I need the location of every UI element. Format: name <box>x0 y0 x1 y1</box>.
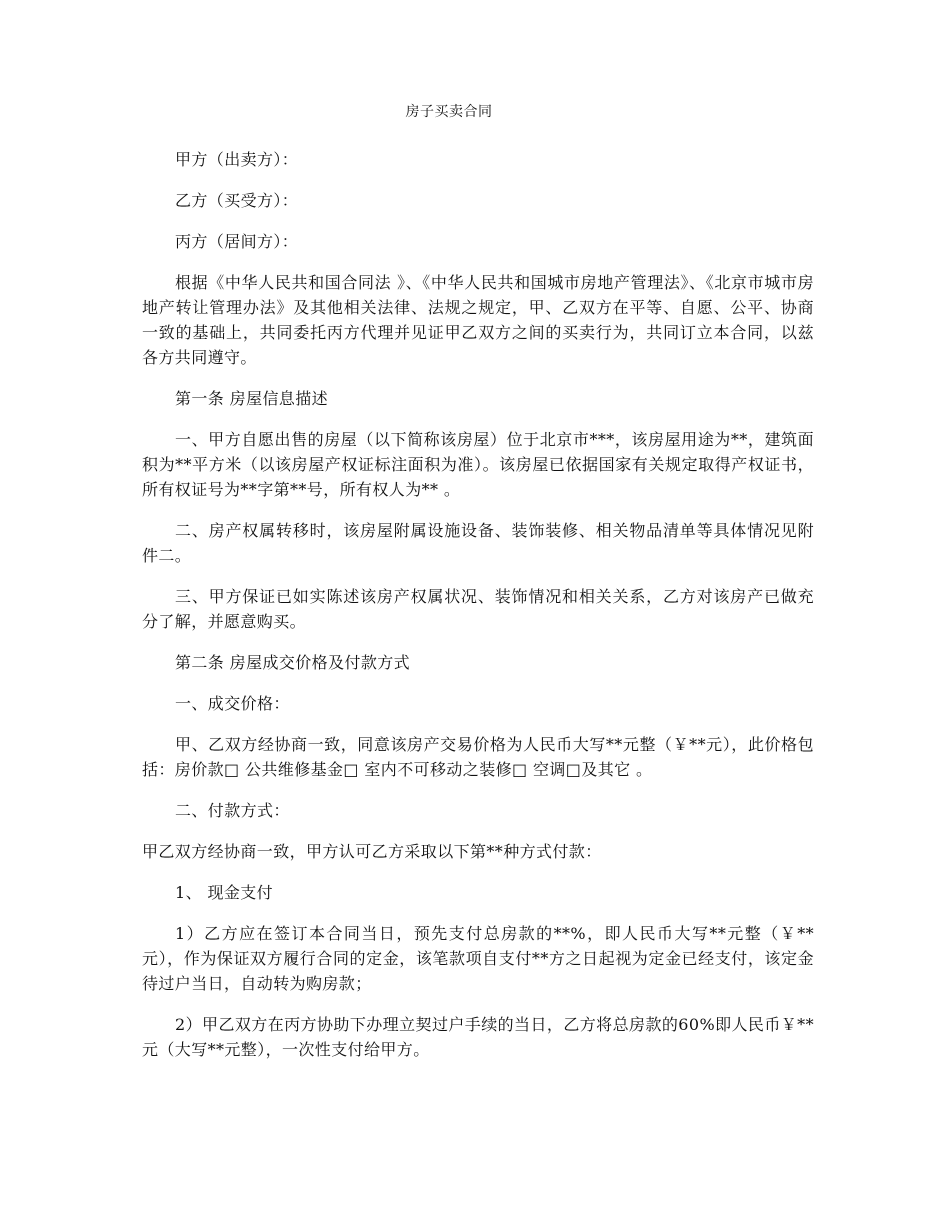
payment-subheading: 二、付款方式： <box>175 801 290 820</box>
price-paragraph: 甲、乙双方经协商一致，同意该房产交易价格为人民币大写**元整（￥**元），此价格包括：房价款□ 公共维修基金□ 室内不可移动之装修□ 空调□及其它 。 <box>142 735 814 779</box>
cash-payment-heading: 1、 现金支付 <box>175 883 274 902</box>
article-2-heading: 第二条 房屋成交价格及付款方式 <box>175 653 411 672</box>
party-c-line: 丙方（居间方）： <box>175 232 299 251</box>
article-1-heading: 第一条 房屋信息描述 <box>175 389 329 408</box>
document-body <box>142 147 814 1078</box>
party-a-line: 甲方（出卖方）： <box>175 150 299 169</box>
preamble-paragraph: 根据《中华人民共和国合同法 》、《中华人民共和国城市房地产管理法》、《北京市城市房地产转让管理办法》及其他相关法律、法规之规定，甲、乙双方在平等、自愿、公平、协商一致的基础上，共同委托丙方代理并见证甲乙双方之间的买卖行为，共同订立本合同，以兹各方共同遵守。 <box>142 273 814 367</box>
article-1-clause-2: 二、房产权属转移时，该房屋附属设施设备、装饰装修、相关物品清单等具体情况见附件二。 <box>142 521 814 565</box>
price-subheading: 一、成交价格： <box>175 694 290 713</box>
article-1-clause-3: 三、甲方保证已如实陈述该房产权属状况、装饰情况和相关关系，乙方对该房产已做充分了解，并愿意购买。 <box>142 587 814 631</box>
cash-payment-item-2: 2）甲乙双方在丙方协助下办理立契过户手续的当日，乙方将总房款的60%即人民币￥**元（大写**元整），一次性支付给甲方。 <box>142 1015 814 1059</box>
party-b-line: 乙方（买受方）： <box>175 191 299 210</box>
article-1-clause-1: 一、甲方自愿出售的房屋（以下简称该房屋）位于北京市***，该房屋用途为**，建筑面积为**平方米（以该房屋产权证标注面积为准）。该房屋已依据国家有关规定取得产权证书，所有权证号为**字第**号，所有权人为** 。 <box>142 430 814 499</box>
document-title: 房子买卖合同 <box>405 104 493 120</box>
cash-payment-item-1: 1）乙方应在签订本合同当日，预先支付总房款的**%，即人民币大写**元整（￥**元），作为保证双方履行合同的定金，该笔款项自支付**方之日起视为定金已经支付，该定金待过户当日，自动转为购房款； <box>142 924 814 993</box>
payment-method-paragraph: 甲乙双方经协商一致，甲方认可乙方采取以下第**种方式付款： <box>142 842 602 861</box>
